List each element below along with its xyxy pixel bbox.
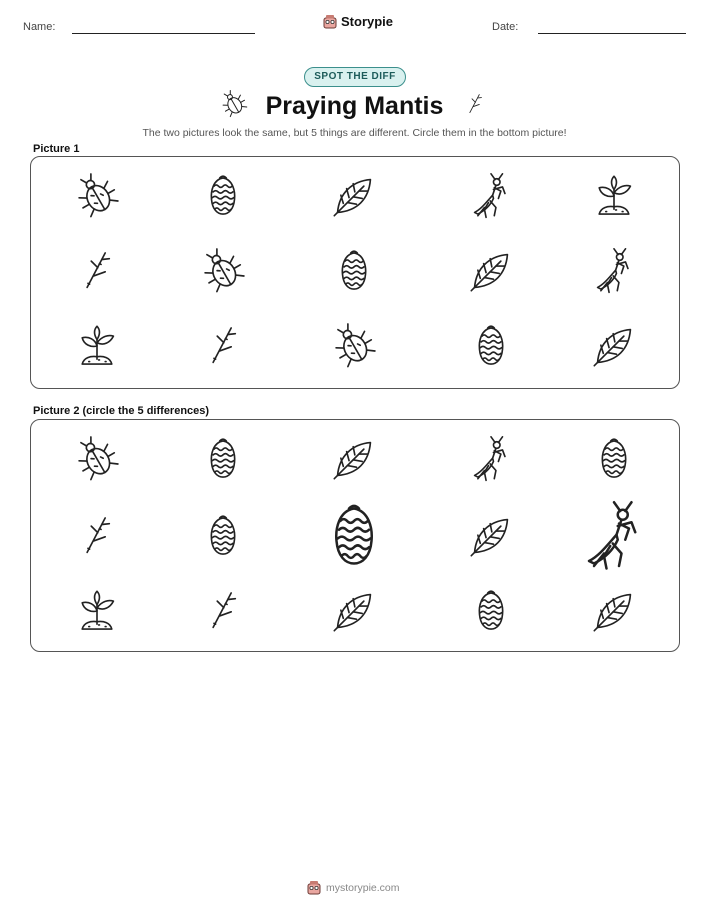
cocoon-icon[interactable] [468, 588, 514, 634]
sprout-icon [74, 323, 120, 369]
leaf-icon [591, 323, 637, 369]
name-label: Name: [23, 21, 56, 33]
footer [307, 880, 400, 895]
date-line[interactable] [538, 33, 686, 34]
leaf-icon [331, 173, 377, 219]
brand-logo [323, 14, 393, 29]
leaf-icon[interactable] [331, 588, 377, 634]
instructions: The two pictures look the same, but 5 things are different. Circle them in the bottom picture! [142, 127, 567, 139]
sprout-icon[interactable] [74, 588, 120, 634]
picture-2-label: Picture 2 (circle the 5 differences) [33, 405, 210, 417]
cocoon-icon [468, 323, 514, 369]
leaf-icon[interactable] [468, 513, 514, 559]
picture-1-label: Picture 1 [33, 143, 80, 155]
leaf-icon[interactable] [591, 588, 637, 634]
storypie-mascot-icon [307, 880, 321, 895]
mantis-icon-large[interactable] [579, 501, 649, 571]
twig-icon [74, 248, 120, 294]
mantis-icon [591, 248, 637, 294]
beetle-icon[interactable] [74, 436, 120, 482]
spot-the-diff-badge: SPOT THE DIFF [304, 67, 406, 87]
cocoon-icon[interactable] [591, 436, 637, 482]
beetle-icon [74, 173, 120, 219]
beetle-icon [331, 323, 377, 369]
beetle-icon [200, 248, 246, 294]
storypie-mascot-icon [323, 14, 337, 29]
name-line[interactable] [72, 33, 255, 34]
twig-icon[interactable] [74, 513, 120, 559]
page-title-wrap [0, 92, 709, 121]
leaf-icon [468, 248, 514, 294]
mantis-icon [468, 173, 514, 219]
mantis-icon[interactable] [468, 436, 514, 482]
cocoon-icon [331, 248, 377, 294]
cocoon-icon[interactable] [200, 513, 246, 559]
twig-icon [463, 90, 487, 118]
page-title: Praying Mantis [265, 92, 444, 120]
cocoon-icon-large[interactable] [319, 501, 389, 571]
date-label: Date: [492, 21, 519, 33]
twig-icon [200, 323, 246, 369]
twig-icon[interactable] [200, 588, 246, 634]
brand-name: Storypie [341, 14, 394, 29]
cocoon-icon [200, 173, 246, 219]
leaf-icon[interactable] [331, 436, 377, 482]
cocoon-icon[interactable] [200, 436, 246, 482]
footer-url: mystorypie.com [326, 881, 400, 894]
sprout-icon [591, 173, 637, 219]
